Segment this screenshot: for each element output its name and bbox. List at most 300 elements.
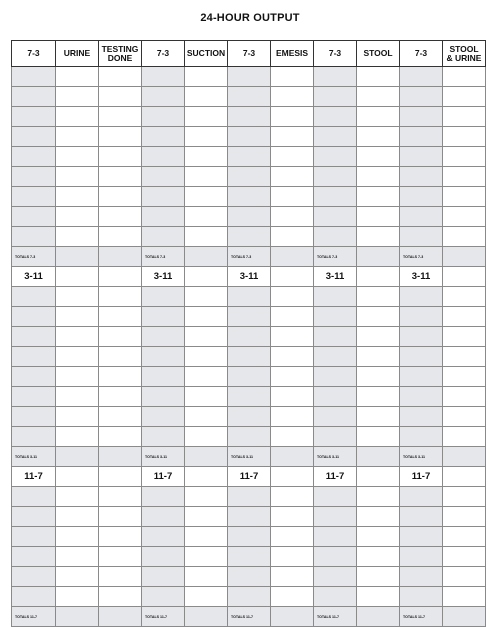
entry-cell[interactable] xyxy=(357,547,400,567)
entry-cell[interactable] xyxy=(357,147,400,167)
entry-cell[interactable] xyxy=(99,67,142,87)
entry-cell[interactable] xyxy=(400,367,443,387)
entry-cell[interactable] xyxy=(228,567,271,587)
entry-cell[interactable] xyxy=(400,427,443,447)
entry-cell[interactable] xyxy=(314,427,357,447)
entry-cell[interactable] xyxy=(56,227,99,247)
entry-cell[interactable] xyxy=(56,167,99,187)
entry-cell[interactable] xyxy=(271,547,314,567)
entry-cell[interactable] xyxy=(56,407,99,427)
entry-cell[interactable] xyxy=(228,527,271,547)
entry-cell[interactable] xyxy=(99,487,142,507)
entry-cell[interactable] xyxy=(142,367,185,387)
entry-cell[interactable] xyxy=(271,427,314,447)
entry-cell[interactable] xyxy=(185,227,228,247)
entry-cell[interactable] xyxy=(142,107,185,127)
entry-cell[interactable] xyxy=(443,187,486,207)
entry-cell[interactable] xyxy=(271,507,314,527)
entry-cell[interactable] xyxy=(443,427,486,447)
entry-cell[interactable] xyxy=(228,107,271,127)
entry-cell[interactable] xyxy=(56,547,99,567)
entry-cell[interactable] xyxy=(443,467,486,487)
entry-cell[interactable] xyxy=(12,147,56,167)
entry-cell[interactable] xyxy=(314,507,357,527)
entry-cell[interactable] xyxy=(99,147,142,167)
entry-cell[interactable] xyxy=(142,387,185,407)
entry-cell[interactable] xyxy=(228,427,271,447)
entry-cell[interactable] xyxy=(228,507,271,527)
entry-cell[interactable] xyxy=(357,127,400,147)
entry-cell[interactable] xyxy=(185,307,228,327)
entry-cell[interactable] xyxy=(271,367,314,387)
entry-cell[interactable] xyxy=(271,87,314,107)
entry-cell[interactable] xyxy=(314,367,357,387)
entry-cell[interactable] xyxy=(271,207,314,227)
entry-cell[interactable] xyxy=(142,147,185,167)
entry-cell[interactable] xyxy=(228,547,271,567)
entry-cell[interactable] xyxy=(400,147,443,167)
entry-cell[interactable] xyxy=(271,327,314,347)
entry-cell[interactable] xyxy=(12,67,56,87)
entry-cell[interactable] xyxy=(271,267,314,287)
entry-cell[interactable] xyxy=(443,567,486,587)
column-header: SUCTION xyxy=(185,41,228,67)
entry-cell[interactable] xyxy=(228,207,271,227)
entry-cell[interactable] xyxy=(185,167,228,187)
entry-cell[interactable] xyxy=(443,127,486,147)
entry-cell[interactable] xyxy=(99,287,142,307)
totals-label: TOTALS 3-11 xyxy=(314,447,357,467)
entry-cell[interactable] xyxy=(271,187,314,207)
entry-cell[interactable] xyxy=(228,387,271,407)
entry-cell[interactable] xyxy=(185,587,228,607)
entry-cell[interactable] xyxy=(271,527,314,547)
entry-cell[interactable] xyxy=(12,427,56,447)
totals-cell[interactable] xyxy=(443,447,486,467)
entry-cell[interactable] xyxy=(185,527,228,547)
entry-cell[interactable] xyxy=(357,207,400,227)
totals-cell[interactable] xyxy=(185,447,228,467)
entry-cell[interactable] xyxy=(400,387,443,407)
entry-cell[interactable] xyxy=(99,327,142,347)
entry-cell[interactable] xyxy=(357,587,400,607)
entry-cell[interactable] xyxy=(12,587,56,607)
entry-cell[interactable] xyxy=(12,307,56,327)
entry-cell[interactable] xyxy=(56,387,99,407)
entry-cell[interactable] xyxy=(400,227,443,247)
entry-cell[interactable] xyxy=(314,587,357,607)
entry-cell[interactable] xyxy=(228,367,271,387)
entry-cell[interactable] xyxy=(443,367,486,387)
totals-cell[interactable] xyxy=(185,607,228,627)
entry-cell[interactable] xyxy=(357,227,400,247)
entry-cell[interactable] xyxy=(56,467,99,487)
totals-cell[interactable] xyxy=(443,607,486,627)
entry-cell[interactable] xyxy=(56,307,99,327)
totals-cell[interactable] xyxy=(99,607,142,627)
entry-cell[interactable] xyxy=(99,407,142,427)
column-header: TESTING DONE xyxy=(99,41,142,67)
totals-cell[interactable] xyxy=(271,247,314,267)
entry-cell[interactable] xyxy=(271,467,314,487)
entry-cell[interactable] xyxy=(99,387,142,407)
entry-cell[interactable] xyxy=(56,327,99,347)
entry-cell[interactable] xyxy=(142,527,185,547)
entry-cell[interactable] xyxy=(228,167,271,187)
entry-cell[interactable] xyxy=(56,187,99,207)
entry-cell[interactable] xyxy=(400,327,443,347)
entry-cell[interactable] xyxy=(228,327,271,347)
entry-cell[interactable] xyxy=(443,147,486,167)
entry-cell[interactable] xyxy=(271,167,314,187)
entry-cell[interactable] xyxy=(271,107,314,127)
entry-cell[interactable] xyxy=(12,327,56,347)
entry-cell[interactable] xyxy=(400,587,443,607)
totals-cell[interactable] xyxy=(357,247,400,267)
entry-cell[interactable] xyxy=(443,227,486,247)
entry-cell[interactable] xyxy=(142,167,185,187)
entry-cell[interactable] xyxy=(12,547,56,567)
entry-cell[interactable] xyxy=(142,487,185,507)
entry-cell[interactable] xyxy=(271,227,314,247)
entry-cell[interactable] xyxy=(12,87,56,107)
entry-cell[interactable] xyxy=(56,507,99,527)
entry-cell[interactable] xyxy=(443,347,486,367)
table-row xyxy=(12,87,486,107)
entry-cell[interactable] xyxy=(314,227,357,247)
entry-cell[interactable] xyxy=(314,287,357,307)
totals-cell[interactable] xyxy=(357,607,400,627)
entry-cell[interactable] xyxy=(400,567,443,587)
entry-cell[interactable] xyxy=(400,407,443,427)
entry-cell[interactable] xyxy=(314,567,357,587)
entry-cell[interactable] xyxy=(56,107,99,127)
entry-cell[interactable] xyxy=(12,207,56,227)
entry-cell[interactable] xyxy=(228,287,271,307)
totals-cell[interactable] xyxy=(56,447,99,467)
entry-cell[interactable] xyxy=(12,507,56,527)
entry-cell[interactable] xyxy=(228,407,271,427)
entry-cell[interactable] xyxy=(99,367,142,387)
entry-cell[interactable] xyxy=(357,567,400,587)
entry-cell[interactable] xyxy=(142,87,185,107)
entry-cell[interactable] xyxy=(12,107,56,127)
entry-cell[interactable] xyxy=(314,127,357,147)
entry-cell[interactable] xyxy=(99,587,142,607)
totals-cell[interactable] xyxy=(271,447,314,467)
entry-cell[interactable] xyxy=(185,487,228,507)
entry-cell[interactable] xyxy=(400,527,443,547)
entry-cell[interactable] xyxy=(12,347,56,367)
totals-cell[interactable] xyxy=(357,447,400,467)
entry-cell[interactable] xyxy=(142,547,185,567)
entry-cell[interactable] xyxy=(314,207,357,227)
entry-cell[interactable] xyxy=(271,587,314,607)
entry-cell[interactable] xyxy=(443,507,486,527)
totals-cell[interactable] xyxy=(185,247,228,267)
entry-cell[interactable] xyxy=(443,547,486,567)
entry-cell[interactable] xyxy=(99,107,142,127)
entry-cell[interactable] xyxy=(142,287,185,307)
entry-cell[interactable] xyxy=(99,167,142,187)
entry-cell[interactable] xyxy=(185,107,228,127)
entry-cell[interactable] xyxy=(185,567,228,587)
entry-cell[interactable] xyxy=(185,87,228,107)
entry-cell[interactable] xyxy=(142,187,185,207)
entry-cell[interactable] xyxy=(357,307,400,327)
entry-cell[interactable] xyxy=(271,147,314,167)
entry-cell[interactable] xyxy=(99,307,142,327)
entry-cell[interactable] xyxy=(142,207,185,227)
entry-cell[interactable] xyxy=(99,467,142,487)
entry-cell[interactable] xyxy=(400,287,443,307)
entry-cell[interactable] xyxy=(400,487,443,507)
entry-cell[interactable] xyxy=(314,307,357,327)
entry-cell[interactable] xyxy=(400,187,443,207)
entry-cell[interactable] xyxy=(142,507,185,527)
entry-cell[interactable] xyxy=(314,387,357,407)
entry-cell[interactable] xyxy=(357,67,400,87)
entry-cell[interactable] xyxy=(56,207,99,227)
entry-cell[interactable] xyxy=(228,147,271,167)
entry-cell[interactable] xyxy=(185,327,228,347)
entry-cell[interactable] xyxy=(12,487,56,507)
entry-cell[interactable] xyxy=(314,327,357,347)
entry-cell[interactable] xyxy=(228,187,271,207)
entry-cell[interactable] xyxy=(271,387,314,407)
entry-cell[interactable] xyxy=(99,87,142,107)
entry-cell[interactable] xyxy=(357,407,400,427)
entry-cell[interactable] xyxy=(314,167,357,187)
entry-cell[interactable] xyxy=(185,507,228,527)
entry-cell[interactable] xyxy=(185,347,228,367)
entry-cell[interactable] xyxy=(443,207,486,227)
entry-cell[interactable] xyxy=(400,307,443,327)
entry-cell[interactable] xyxy=(314,547,357,567)
entry-cell[interactable] xyxy=(228,487,271,507)
entry-cell[interactable] xyxy=(357,467,400,487)
entry-cell[interactable] xyxy=(400,67,443,87)
entry-cell[interactable] xyxy=(400,107,443,127)
entry-cell[interactable] xyxy=(12,527,56,547)
entry-cell[interactable] xyxy=(56,67,99,87)
entry-cell[interactable] xyxy=(185,267,228,287)
entry-cell[interactable] xyxy=(271,127,314,147)
totals-cell[interactable] xyxy=(99,447,142,467)
entry-cell[interactable] xyxy=(142,347,185,367)
entry-cell[interactable] xyxy=(443,527,486,547)
totals-cell[interactable] xyxy=(271,607,314,627)
entry-cell[interactable] xyxy=(142,587,185,607)
table-row xyxy=(12,227,486,247)
entry-cell[interactable] xyxy=(142,307,185,327)
entry-cell[interactable] xyxy=(99,567,142,587)
entry-cell[interactable] xyxy=(228,227,271,247)
entry-cell[interactable] xyxy=(185,367,228,387)
totals-cell[interactable] xyxy=(99,247,142,267)
entry-cell[interactable] xyxy=(357,527,400,547)
entry-cell[interactable] xyxy=(357,287,400,307)
entry-cell[interactable] xyxy=(56,527,99,547)
entry-cell[interactable] xyxy=(185,547,228,567)
entry-cell[interactable] xyxy=(142,327,185,347)
entry-cell[interactable] xyxy=(99,227,142,247)
entry-cell[interactable] xyxy=(228,587,271,607)
entry-cell[interactable] xyxy=(357,107,400,127)
entry-cell[interactable] xyxy=(400,167,443,187)
entry-cell[interactable] xyxy=(443,387,486,407)
entry-cell[interactable] xyxy=(443,67,486,87)
entry-cell[interactable] xyxy=(443,107,486,127)
entry-cell[interactable] xyxy=(443,287,486,307)
totals-cell[interactable] xyxy=(56,607,99,627)
entry-cell[interactable] xyxy=(99,547,142,567)
entry-cell[interactable] xyxy=(142,127,185,147)
entry-cell[interactable] xyxy=(99,187,142,207)
entry-cell[interactable] xyxy=(228,307,271,327)
output-table xyxy=(11,40,486,627)
shift-label: 11-7 xyxy=(228,467,271,487)
shift-label: 3-11 xyxy=(314,267,357,287)
entry-cell[interactable] xyxy=(56,587,99,607)
entry-cell[interactable] xyxy=(99,507,142,527)
entry-cell[interactable] xyxy=(56,127,99,147)
entry-cell[interactable] xyxy=(357,347,400,367)
entry-cell[interactable] xyxy=(357,487,400,507)
entry-cell[interactable] xyxy=(56,487,99,507)
entry-cell[interactable] xyxy=(12,407,56,427)
entry-cell[interactable] xyxy=(314,87,357,107)
entry-cell[interactable] xyxy=(228,347,271,367)
entry-cell[interactable] xyxy=(443,587,486,607)
entry-cell[interactable] xyxy=(142,227,185,247)
table-body xyxy=(12,67,486,627)
totals-label: TOTALS 3-11 xyxy=(228,447,271,467)
entry-cell[interactable] xyxy=(314,67,357,87)
entry-cell[interactable] xyxy=(99,427,142,447)
entry-cell[interactable] xyxy=(12,187,56,207)
entry-cell[interactable] xyxy=(56,427,99,447)
entry-cell[interactable] xyxy=(12,167,56,187)
totals-label: TOTALS 7-3 xyxy=(400,247,443,267)
entry-cell[interactable] xyxy=(271,487,314,507)
entry-cell[interactable] xyxy=(185,187,228,207)
entry-cell[interactable] xyxy=(271,287,314,307)
entry-cell[interactable] xyxy=(357,327,400,347)
entry-cell[interactable] xyxy=(56,267,99,287)
entry-cell[interactable] xyxy=(357,267,400,287)
entry-cell[interactable] xyxy=(357,87,400,107)
entry-cell[interactable] xyxy=(99,527,142,547)
entry-cell[interactable] xyxy=(314,347,357,367)
entry-cell[interactable] xyxy=(314,187,357,207)
entry-cell[interactable] xyxy=(443,307,486,327)
entry-cell[interactable] xyxy=(271,67,314,87)
entry-cell[interactable] xyxy=(314,487,357,507)
entry-cell[interactable] xyxy=(56,147,99,167)
entry-cell[interactable] xyxy=(314,107,357,127)
entry-cell[interactable] xyxy=(400,87,443,107)
entry-cell[interactable] xyxy=(443,327,486,347)
entry-cell[interactable] xyxy=(271,407,314,427)
entry-cell[interactable] xyxy=(12,127,56,147)
entry-cell[interactable] xyxy=(443,487,486,507)
entry-cell[interactable] xyxy=(185,427,228,447)
entry-cell[interactable] xyxy=(400,347,443,367)
entry-cell[interactable] xyxy=(443,87,486,107)
entry-cell[interactable] xyxy=(357,387,400,407)
entry-cell[interactable] xyxy=(314,527,357,547)
entry-cell[interactable] xyxy=(443,267,486,287)
entry-cell[interactable] xyxy=(185,467,228,487)
entry-cell[interactable] xyxy=(12,367,56,387)
column-header: 7-3 xyxy=(400,41,443,67)
entry-cell[interactable] xyxy=(357,187,400,207)
entry-cell[interactable] xyxy=(185,387,228,407)
entry-cell[interactable] xyxy=(400,127,443,147)
entry-cell[interactable] xyxy=(185,207,228,227)
entry-cell[interactable] xyxy=(357,507,400,527)
entry-cell[interactable] xyxy=(142,427,185,447)
entry-cell[interactable] xyxy=(99,267,142,287)
entry-cell[interactable] xyxy=(56,87,99,107)
entry-cell[interactable] xyxy=(271,347,314,367)
entry-cell[interactable] xyxy=(12,227,56,247)
entry-cell[interactable] xyxy=(400,547,443,567)
totals-label: TOTALS 3-11 xyxy=(142,447,185,467)
totals-label: TOTALS 7-3 xyxy=(12,247,56,267)
entry-cell[interactable] xyxy=(12,287,56,307)
entry-cell[interactable] xyxy=(185,407,228,427)
entry-cell[interactable] xyxy=(314,147,357,167)
entry-cell[interactable] xyxy=(271,307,314,327)
entry-cell[interactable] xyxy=(400,207,443,227)
entry-cell[interactable] xyxy=(443,167,486,187)
entry-cell[interactable] xyxy=(142,567,185,587)
entry-cell[interactable] xyxy=(56,347,99,367)
entry-cell[interactable] xyxy=(185,147,228,167)
totals-label: TOTALS 11-7 xyxy=(314,607,357,627)
entry-cell[interactable] xyxy=(185,287,228,307)
totals-cell[interactable] xyxy=(56,247,99,267)
entry-cell[interactable] xyxy=(142,67,185,87)
entry-cell[interactable] xyxy=(271,567,314,587)
entry-cell[interactable] xyxy=(314,407,357,427)
entry-cell[interactable] xyxy=(357,427,400,447)
entry-cell[interactable] xyxy=(228,67,271,87)
shift-label: 11-7 xyxy=(142,467,185,487)
entry-cell[interactable] xyxy=(357,367,400,387)
entry-cell[interactable] xyxy=(56,567,99,587)
entry-cell[interactable] xyxy=(99,127,142,147)
entry-cell[interactable] xyxy=(185,67,228,87)
entry-cell[interactable] xyxy=(99,347,142,367)
column-header: 7-3 xyxy=(314,41,357,67)
entry-cell[interactable] xyxy=(12,567,56,587)
entry-cell[interactable] xyxy=(228,87,271,107)
entry-cell[interactable] xyxy=(185,127,228,147)
entry-cell[interactable] xyxy=(357,167,400,187)
entry-cell[interactable] xyxy=(228,127,271,147)
entry-cell[interactable] xyxy=(142,407,185,427)
totals-cell[interactable] xyxy=(443,247,486,267)
entry-cell[interactable] xyxy=(12,387,56,407)
entry-cell[interactable] xyxy=(56,367,99,387)
entry-cell[interactable] xyxy=(443,407,486,427)
entry-cell[interactable] xyxy=(99,207,142,227)
entry-cell[interactable] xyxy=(400,507,443,527)
entry-cell[interactable] xyxy=(56,287,99,307)
